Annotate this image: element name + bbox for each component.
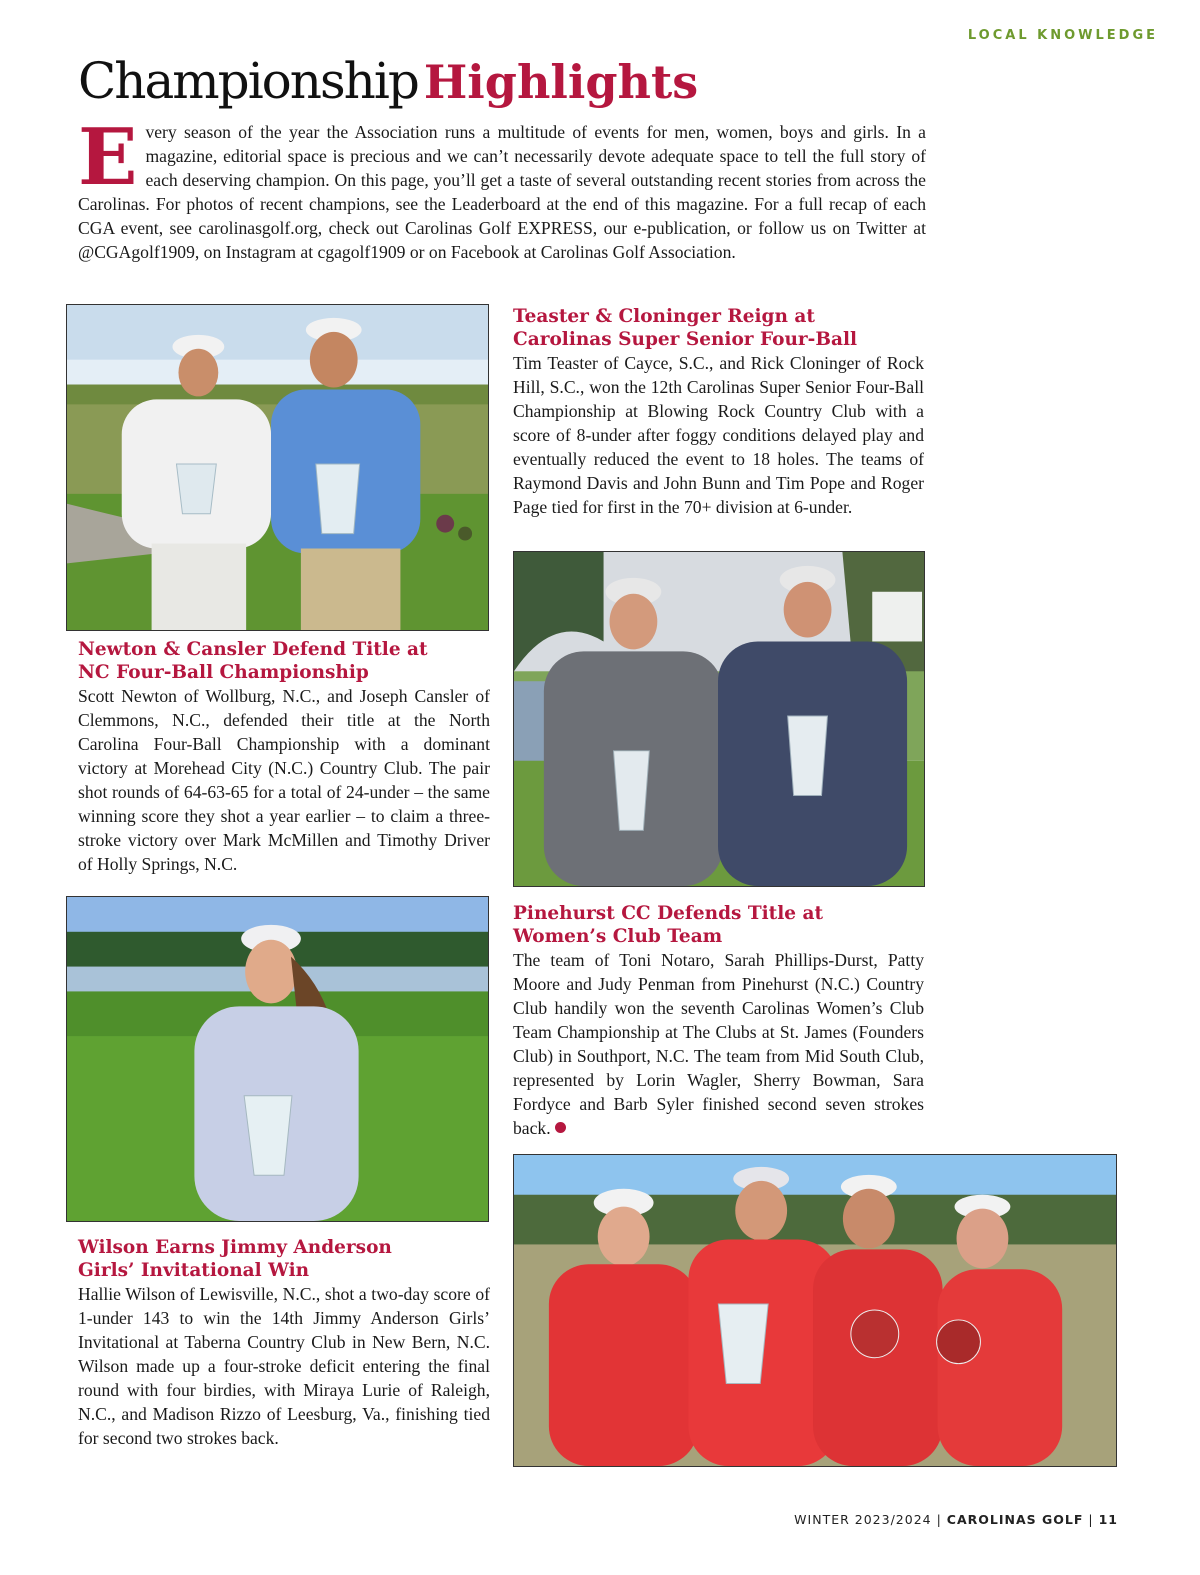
headline-line-2: Girls’ Invitational Win: [78, 1260, 310, 1281]
headline-line-2: Women’s Club Team: [513, 926, 723, 947]
story-headline: [78, 638, 490, 684]
headline-line-1: Teaster & Cloninger Reign at: [513, 306, 815, 327]
story-headline: [78, 1236, 490, 1282]
story-body-text: The team of Toni Notaro, Sarah Phillips-Durst, Patty Moore and Judy Penman from Pinehurst (N.C.) Country Club handily won the seventh Carolinas Women’s Club Team Championship at The Clubs at St. James (Founders Club) in Southport, N.C. The team from Mid South Club, represented by Lorin Wagler, Sherry Bowman, Sara Fordyce and Barb Syler finished second seven strokes back.: [513, 950, 924, 1138]
end-mark-icon: [555, 1122, 566, 1133]
intro-text: very season of the year the Association runs a multitude of events for men, women, boys and girls. In a magazine, editorial space is precious and we can’t necessarily devote adequate space to tell the full story of each deserving champion. On this page, you’ll get a taste of several outstanding recent stories from across the Carolinas. For photos of recent champions, see the Leaderboard at the end of this magazine. For a full recap of each CGA event, see carolinasgolf.org, check out Carolinas Golf EXPRESS, our e-publication, or follow us on Twitter at @CGAgolf1909, on Instagram at cgagolf1909 or on Facebook at Carolinas Golf Association.: [78, 122, 926, 262]
title-part-2: Highlights: [423, 55, 699, 109]
headline-line-2: NC Four-Ball Championship: [78, 662, 369, 683]
footer-magazine: CAROLINAS GOLF: [946, 1512, 1084, 1527]
drop-cap: E: [78, 112, 138, 203]
title-part-1: Championship: [78, 52, 418, 110]
intro-paragraph: [78, 112, 926, 264]
headline-line-2: Carolinas Super Senior Four-Ball: [513, 329, 858, 350]
story-headline: [513, 902, 924, 948]
footer-issue: WINTER 2023/2024: [794, 1512, 932, 1527]
section-label: LOCAL KNOWLEDGE: [967, 28, 1158, 43]
photo-newton-cansler: [66, 304, 489, 631]
headline-line-1: Newton & Cansler Defend Title at: [78, 639, 428, 660]
footer-separator: |: [936, 1512, 942, 1527]
headline-line-1: Pinehurst CC Defends Title at: [513, 903, 823, 924]
page-number: 11: [1098, 1512, 1118, 1527]
photo-teaster-cloninger: [513, 551, 925, 887]
page-footer: [794, 1512, 1118, 1527]
story-teaster: [513, 305, 924, 519]
photo-wilson: [66, 896, 489, 1222]
story-newton: [78, 638, 490, 876]
headline-line-1: Wilson Earns Jimmy Anderson: [78, 1237, 392, 1258]
story-body: [513, 948, 924, 1140]
page-title: [78, 52, 698, 110]
story-body: Tim Teaster of Cayce, S.C., and Rick Cloninger of Rock Hill, S.C., won the 12th Carolinas Super Senior Four-Ball Championship at Blowing Rock Country Club with a score of 8-under after foggy conditions delayed play and eventually reduced the event to 18 holes. The teams of Raymond Davis and John Bunn and Tim Pope and Roger Page tied for first in the 70+ division at 6-under.: [513, 353, 924, 517]
story-body: Scott Newton of Wollburg, N.C., and Joseph Cansler of Clemmons, N.C., defended their title at the North Carolina Four-Ball Championship with a dominant victory at Morehead City (N.C.) Country Club. The pair shot rounds of 64-63-65 for a total of 24-under – the same winning score they shot a year earlier – to claim a three-stroke victory over Mark McMillen and Timothy Driver of Holly Springs, N.C.: [78, 686, 490, 874]
story-body: Hallie Wilson of Lewisville, N.C., shot a two-day score of 1-under 143 to win the 14th Jimmy Anderson Girls’ Invitational at Taberna Country Club in New Bern, N.C. Wilson made up a four-stroke deficit entering the final round with four birdies, with Miraya Lurie of Raleigh, N.C., and Madison Rizzo of Leesburg, Va., finishing tied for second two strokes back.: [78, 1284, 490, 1448]
photo-pinehurst-team: [513, 1154, 1117, 1467]
story-wilson: [78, 1236, 490, 1450]
story-pinehurst: [513, 902, 924, 1140]
story-headline: [513, 305, 924, 351]
footer-separator: |: [1088, 1512, 1094, 1527]
